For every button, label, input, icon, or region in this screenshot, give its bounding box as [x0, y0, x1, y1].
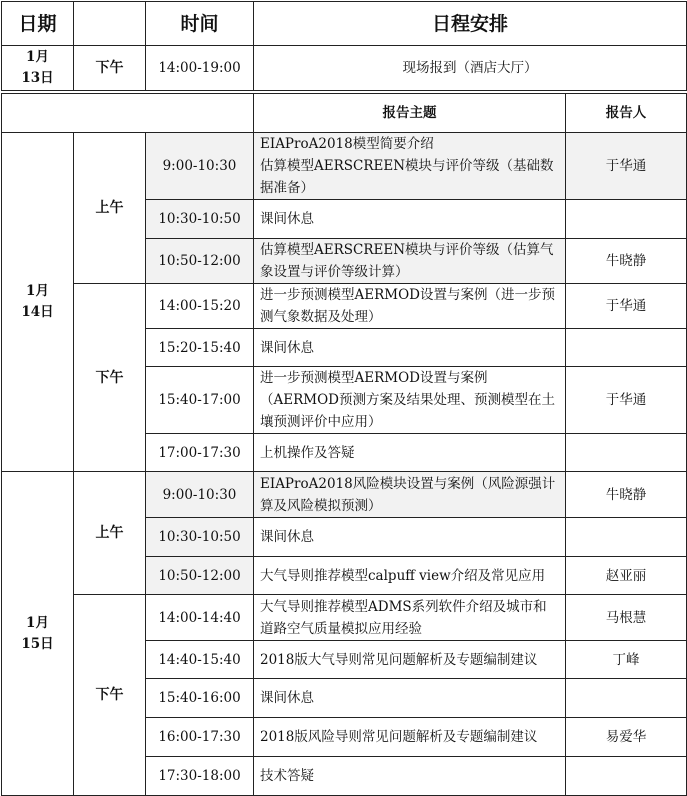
session-topic: 2018版风险导则常见问题解析及专题编制建议: [254, 718, 566, 757]
session-speaker: 赵亚丽: [566, 557, 687, 595]
session-topic: 课间休息: [254, 679, 566, 718]
session-topic: 技术答疑: [254, 757, 566, 796]
subheader-topic: 报告主题: [254, 94, 566, 133]
day15-pm: 下午: [74, 595, 146, 796]
table-row: [2, 595, 687, 641]
day15-date: [2, 472, 74, 796]
session-time: 9:00-10:30: [146, 133, 254, 200]
session-time: 15:40-17:00: [146, 367, 254, 434]
table-row: [2, 472, 687, 518]
table-row: [2, 133, 687, 200]
header-row: [2, 2, 687, 46]
session-speaker: 于华通: [566, 133, 687, 200]
session-time: 15:20-15:40: [146, 329, 254, 367]
day15-am: 上午: [74, 472, 146, 595]
session-time: 14:00-15:20: [146, 284, 254, 329]
session-topic: EIAProA2018模型简要介绍 估算模型AERSCREEN模块与评价等级（基础数据准备）: [254, 133, 566, 200]
day13-date-line2: 13日: [21, 70, 54, 86]
session-topic: 进一步预测模型AERMOD设置与案例 （AERMOD预测方案及结果处理、预测模型在土壤预测评价中应用）: [254, 367, 566, 434]
session-speaker: 易爱华: [566, 718, 687, 757]
header-time: 时间: [146, 2, 254, 46]
day14-pm: 下午: [74, 284, 146, 472]
session-time: 9:00-10:30: [146, 472, 254, 518]
session-time: 17:00-17:30: [146, 434, 254, 472]
day13-event: 现场报到（酒店大厅）: [254, 46, 687, 91]
table-row: [2, 284, 687, 329]
session-time: 10:30-10:50: [146, 200, 254, 239]
day14-table: [1, 93, 687, 472]
subheader-row: [2, 94, 687, 133]
session-topic: 课间休息: [254, 329, 566, 367]
session-time: 14:00-14:40: [146, 595, 254, 641]
header-date: 日期: [2, 2, 74, 46]
session-speaker: [566, 329, 687, 367]
session-speaker: 牛晓静: [566, 472, 687, 518]
day13-time: 14:00-19:00: [146, 46, 254, 91]
session-time: 14:40-15:40: [146, 641, 254, 679]
session-speaker: [566, 434, 687, 472]
session-topic: 大气导则推荐模型ADMS系列软件介绍及城市和道路空气质量模拟应用经验: [254, 595, 566, 641]
day13-half: 下午: [74, 46, 146, 91]
header-agenda: 日程安排: [254, 2, 687, 46]
session-speaker: [566, 200, 687, 239]
day15-table: [1, 471, 687, 796]
session-topic: 大气导则推荐模型calpuff view介绍及常见应用: [254, 557, 566, 595]
day14-date-line2: 14日: [21, 304, 54, 320]
session-topic: 课间休息: [254, 518, 566, 557]
session-speaker: 于华通: [566, 284, 687, 329]
day15-date-line1: 1月: [26, 614, 49, 631]
day14-am: 上午: [74, 133, 146, 284]
session-time: 15:40-16:00: [146, 679, 254, 718]
day13-date: [2, 46, 74, 91]
schedule-header-table: [1, 1, 687, 91]
day13-date-line1: 1月: [26, 49, 49, 65]
day15-date-line2: 15日: [21, 635, 54, 652]
session-topic: 2018版大气导则常见问题解析及专题编制建议: [254, 641, 566, 679]
session-topic: 课间休息: [254, 200, 566, 239]
session-topic: EIAProA2018风险模块设置与案例（风险源强计算及风险模拟预测）: [254, 472, 566, 518]
session-speaker: [566, 518, 687, 557]
session-time: 17:30-18:00: [146, 757, 254, 796]
session-speaker: 牛晓静: [566, 239, 687, 284]
subheader-empty: [2, 94, 254, 133]
session-topic: 估算模型AERSCREEN模块与评价等级（估算气象设置与评价等级计算）: [254, 239, 566, 284]
session-topic: 进一步预测模型AERMOD设置与案例（进一步预测气象数据及处理）: [254, 284, 566, 329]
session-speaker: 丁峰: [566, 641, 687, 679]
session-time: 10:30-10:50: [146, 518, 254, 557]
session-time: 10:50-12:00: [146, 239, 254, 284]
day13-row: [2, 46, 687, 91]
day14-date-line1: 1月: [26, 283, 49, 299]
session-time: 10:50-12:00: [146, 557, 254, 595]
session-topic: 上机操作及答疑: [254, 434, 566, 472]
session-speaker: 于华通: [566, 367, 687, 434]
subheader-speaker: 报告人: [566, 94, 687, 133]
header-empty: [74, 2, 146, 46]
session-speaker: 马根慧: [566, 595, 687, 641]
session-time: 16:00-17:30: [146, 718, 254, 757]
session-speaker: [566, 757, 687, 796]
session-speaker: [566, 679, 687, 718]
day14-date: [2, 133, 74, 472]
